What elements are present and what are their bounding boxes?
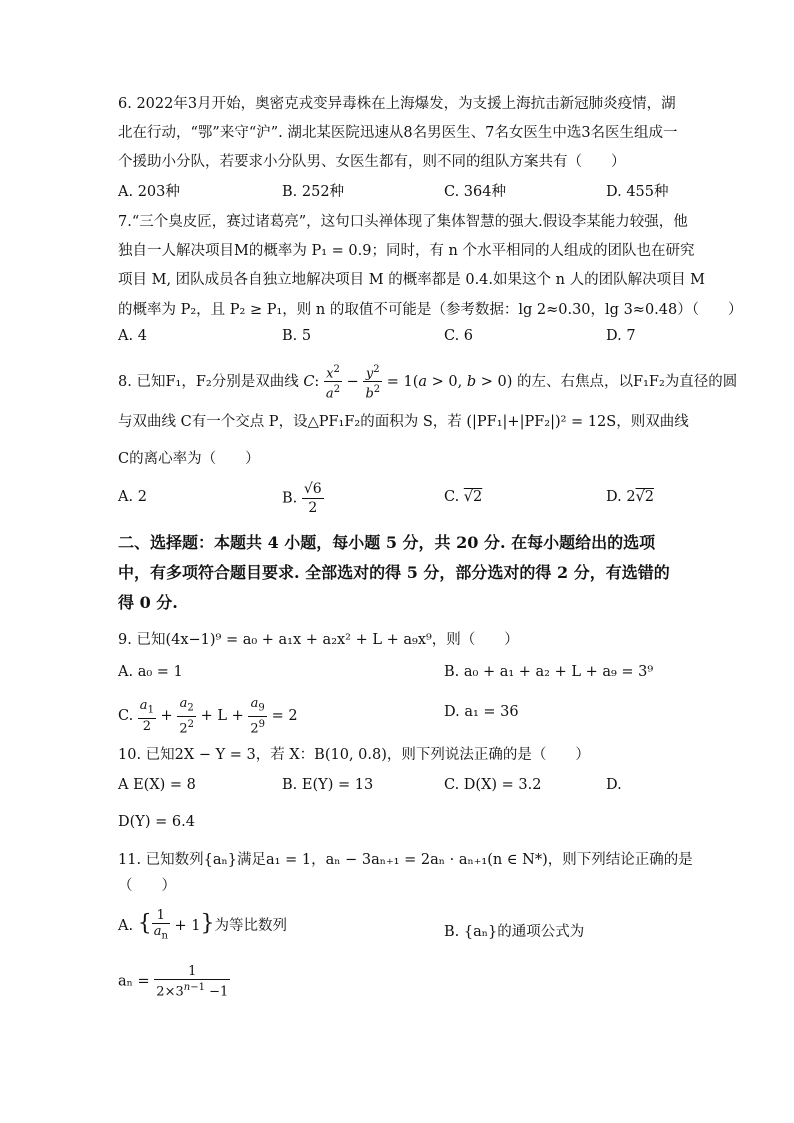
q11-option-a[interactable]: A. { $\frac{1}{a_n}$ + 1}为等比数列 [118,908,288,942]
question-7-line-4: 的概率为 P₂，且 P₂ ≥ P₁，则 n 的取值不可能是（参考数据：lg 2≈0.30，lg 3≈0.48）（ ） [118,302,743,318]
q8-part-2: 的左、右焦点，以F₁F₂为直径的圆 [517,373,738,390]
q10-option-c[interactable]: C. D(X) = 3.2 [444,777,542,793]
q7-option-a[interactable]: A. 4 [118,328,147,344]
q8-option-a[interactable]: A. 2 [118,489,147,505]
question-6-stem: 6. 2022年3月开始，奥密克戎变异毒株在上海爆发，为支援上海抗击新冠肺炎疫情，湖北在行动，“鄂”来守“沪”. 湖北某医院迅速从8名男医生、7名女医生中选3名医生组成一个援助小分队，若要求小分队男、女医生都有，则不同的组队方案共有（ ） [118,96,678,170]
q10-option-d-value[interactable]: D(Y) = 6.4 [118,814,195,830]
q10-option-b[interactable]: B. E(Y) = 13 [282,777,374,793]
question-10-stem: 10. 已知2X − Y = 3，若 X：B(10, 0.8)，则下列说法正确的是（ ） [118,747,590,763]
q9-option-c-result: = 2 [271,707,298,724]
q8-part-1: 8. 已知F₁，F₂分别是双曲线 [118,373,299,390]
q6-option-c[interactable]: C. 364种 [444,184,506,200]
q7-option-b[interactable]: B. 5 [282,328,312,344]
q10-option-a[interactable]: A E(X) = 8 [118,777,196,793]
q8-option-c[interactable]: C. √2 [444,489,483,505]
q9-option-c-label: C. [118,707,134,724]
section-2-heading: 二、选择题：本题共 4 小题，每小题 5 分，共 20 分. 在每小题给出的选项中，有多项符合题目要求. 全部选对的得 5 分，部分选对的得 2 分，有选错的得 0 分. [118,533,670,612]
question-8-line-1 [118,362,737,402]
question-11-paren: （ ） [118,878,176,894]
q9-option-d[interactable]: D. a₁ = 36 [444,704,519,720]
q8-option-c-label: C. [444,489,460,505]
q9-option-a[interactable]: A. a₀ = 1 [118,664,183,680]
q8-option-b-label: B. [282,490,298,507]
q8-option-b[interactable]: B. $\frac{√6}{2}$ [282,481,322,516]
hyperbola-equation: C: $\frac{x^2}{a^2}$ − $\frac{y^2}{b^2}$ = 1(a > 0, b > 0) [303,364,518,402]
q11-option-b[interactable]: B. {aₙ}的通项公式为 [444,924,585,940]
question-9-stem: 9. 已知(4x−1)⁹ = a₀ + a₁x + a₂x² + L + a₉x⁹，则（ ） [118,632,519,648]
q6-option-a[interactable]: A. 203种 [118,184,180,200]
q10-option-d[interactable]: D. [606,777,622,793]
question-11-stem: 11. 已知数列{aₙ}满足a₁ = 1，aₙ − 3aₙ₊₁ = 2aₙ · aₙ₊₁(n ∈ N*)，则下列结论正确的是 [118,852,693,868]
q11-option-a-label: A. [118,917,134,934]
q9-option-c[interactable]: C. $\frac{a_1}{2}$ + $\frac{a_2}{2^2}$ + L + $\frac{a_9}{2^9}$ = 2 [118,696,298,736]
q9-option-b[interactable]: B. a₀ + a₁ + a₂ + L + a₉ = 3⁹ [444,664,654,680]
question-8-line-2: 与双曲线 C有一个交点 P，设△PF₁F₂的面积为 S，若 (|PF₁|+|PF₂|)² = 12S，则双曲线 [118,414,689,430]
question-7-line-3: 项目 M, 团队成员各自独立地解决项目 M 的概率都是 0.4.如果这个 n 人的团队解决项目 M [118,272,706,288]
question-7-line-2: 独自一人解决项目M的概率为 P₁ = 0.9；同时，有 n 个水平相同的人组成的团队也在研究 [118,243,695,259]
q8-option-d[interactable]: D. 2√2 [606,489,655,505]
question-7-line-1: 7.“三个臭皮匠，赛过诸葛亮”，这句口头禅体现了集体智慧的强大.假设李某能力较强，他 [118,214,688,230]
q6-option-b[interactable]: B. 252种 [282,184,345,200]
q7-option-d[interactable]: D. 7 [606,328,636,344]
q11-option-b-formula: aₙ = $\frac{1}{2\times 3^{n-1} -1}$ [118,964,229,1000]
q11-formula-lhs: aₙ = [118,973,150,990]
q11-option-a-text: 为等比数列 [214,917,288,934]
q8-option-d-label: D. 2 [606,489,636,505]
question-8-line-3: C的离心率为（ ） [118,451,260,467]
q7-option-c[interactable]: C. 6 [444,328,474,344]
q6-option-d[interactable]: D. 455种 [606,184,669,200]
